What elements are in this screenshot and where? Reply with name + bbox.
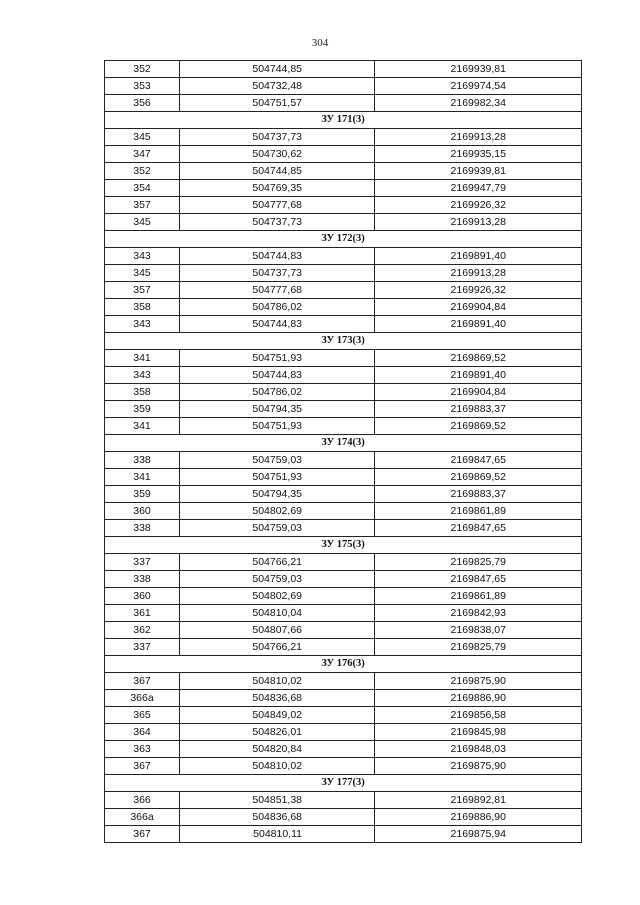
table-row [105,639,582,656]
point-number-cell: 366а [105,690,180,707]
x-coordinate-cell: 504802,69 [180,588,375,605]
point-number-cell: 357 [105,282,180,299]
section-title: ЗУ 176(3) [105,656,582,673]
table-row [105,707,582,724]
table-row [105,503,582,520]
section-header-row [105,435,582,452]
table-row [105,554,582,571]
point-number-cell: 352 [105,163,180,180]
x-coordinate-cell: 504810,04 [180,605,375,622]
x-coordinate-cell: 504737,73 [180,265,375,282]
table-row [105,282,582,299]
table-row [105,792,582,809]
y-coordinate-cell: 2169875,90 [375,758,582,775]
point-number-cell: 366 [105,792,180,809]
x-coordinate-cell: 504732,48 [180,78,375,95]
table-row [105,588,582,605]
y-coordinate-cell: 2169869,52 [375,469,582,486]
y-coordinate-cell: 2169891,40 [375,248,582,265]
x-coordinate-cell: 504744,83 [180,316,375,333]
table-row [105,690,582,707]
y-coordinate-cell: 2169913,28 [375,265,582,282]
section-title: ЗУ 171(3) [105,112,582,129]
section-title: ЗУ 175(3) [105,537,582,554]
point-number-cell: 359 [105,486,180,503]
x-coordinate-cell: 504820,84 [180,741,375,758]
point-number-cell: 345 [105,214,180,231]
table-row [105,486,582,503]
y-coordinate-cell: 2169875,90 [375,673,582,690]
x-coordinate-cell: 504737,73 [180,129,375,146]
page-number: 304 [311,37,329,49]
table-row [105,197,582,214]
y-coordinate-cell: 2169891,40 [375,367,582,384]
table-row [105,571,582,588]
x-coordinate-cell: 504744,83 [180,248,375,265]
table-row [105,724,582,741]
table-row [105,401,582,418]
table-row [105,146,582,163]
y-coordinate-cell: 2169869,52 [375,418,582,435]
y-coordinate-cell: 2169856,58 [375,707,582,724]
point-number-cell: 358 [105,384,180,401]
section-header-row [105,112,582,129]
table-row [105,418,582,435]
point-number-cell: 345 [105,265,180,282]
point-number-cell: 338 [105,452,180,469]
y-coordinate-cell: 2169886,90 [375,809,582,826]
y-coordinate-cell: 2169825,79 [375,554,582,571]
x-coordinate-cell: 504766,21 [180,554,375,571]
point-number-cell: 362 [105,622,180,639]
table-row [105,129,582,146]
y-coordinate-cell: 2169883,37 [375,401,582,418]
y-coordinate-cell: 2169845,98 [375,724,582,741]
x-coordinate-cell: 504836,68 [180,690,375,707]
point-number-cell: 347 [105,146,180,163]
point-number-cell: 364 [105,724,180,741]
y-coordinate-cell: 2169869,52 [375,350,582,367]
table-row [105,673,582,690]
point-number-cell: 361 [105,605,180,622]
point-number-cell: 357 [105,197,180,214]
x-coordinate-cell: 504751,93 [180,350,375,367]
x-coordinate-cell: 504794,35 [180,486,375,503]
x-coordinate-cell: 504744,83 [180,367,375,384]
point-number-cell: 366а [105,809,180,826]
y-coordinate-cell: 2169875,94 [375,826,582,843]
section-header-row [105,231,582,248]
table-row [105,248,582,265]
y-coordinate-cell: 2169982,34 [375,95,582,112]
point-number-cell: 343 [105,367,180,384]
table-row [105,741,582,758]
point-number-cell: 365 [105,707,180,724]
point-number-cell: 353 [105,78,180,95]
table-row [105,265,582,282]
y-coordinate-cell: 2169847,65 [375,452,582,469]
x-coordinate-cell: 504786,02 [180,384,375,401]
y-coordinate-cell: 2169838,07 [375,622,582,639]
table-row [105,61,582,78]
y-coordinate-cell: 2169891,40 [375,316,582,333]
x-coordinate-cell: 504810,02 [180,758,375,775]
y-coordinate-cell: 2169892,81 [375,792,582,809]
point-number-cell: 354 [105,180,180,197]
table-row [105,452,582,469]
coordinates-table [104,60,582,843]
table-row [105,622,582,639]
point-number-cell: 341 [105,350,180,367]
x-coordinate-cell: 504759,03 [180,571,375,588]
table-row [105,605,582,622]
table-row [105,520,582,537]
x-coordinate-cell: 504766,21 [180,639,375,656]
table-row [105,384,582,401]
y-coordinate-cell: 2169939,81 [375,61,582,78]
y-coordinate-cell: 2169847,65 [375,520,582,537]
x-coordinate-cell: 504751,93 [180,418,375,435]
point-number-cell: 358 [105,299,180,316]
table-row [105,163,582,180]
x-coordinate-cell: 504826,01 [180,724,375,741]
x-coordinate-cell: 504777,68 [180,282,375,299]
y-coordinate-cell: 2169913,28 [375,214,582,231]
x-coordinate-cell: 504769,35 [180,180,375,197]
x-coordinate-cell: 504744,85 [180,163,375,180]
point-number-cell: 367 [105,673,180,690]
point-number-cell: 356 [105,95,180,112]
y-coordinate-cell: 2169861,89 [375,588,582,605]
y-coordinate-cell: 2169904,84 [375,299,582,316]
point-number-cell: 341 [105,469,180,486]
x-coordinate-cell: 504759,03 [180,452,375,469]
x-coordinate-cell: 504737,73 [180,214,375,231]
y-coordinate-cell: 2169842,93 [375,605,582,622]
table-row [105,809,582,826]
point-number-cell: 341 [105,418,180,435]
x-coordinate-cell: 504851,38 [180,792,375,809]
point-number-cell: 343 [105,316,180,333]
table-row [105,180,582,197]
y-coordinate-cell: 2169848,03 [375,741,582,758]
x-coordinate-cell: 504794,35 [180,401,375,418]
y-coordinate-cell: 2169935,15 [375,146,582,163]
y-coordinate-cell: 2169904,84 [375,384,582,401]
y-coordinate-cell: 2169974,54 [375,78,582,95]
point-number-cell: 345 [105,129,180,146]
x-coordinate-cell: 504802,69 [180,503,375,520]
point-number-cell: 367 [105,758,180,775]
x-coordinate-cell: 504786,02 [180,299,375,316]
table-row [105,299,582,316]
point-number-cell: 360 [105,503,180,520]
x-coordinate-cell: 504777,68 [180,197,375,214]
table-row [105,316,582,333]
y-coordinate-cell: 2169939,81 [375,163,582,180]
table-row [105,78,582,95]
y-coordinate-cell: 2169947,79 [375,180,582,197]
x-coordinate-cell: 504836,68 [180,809,375,826]
x-coordinate-cell: 504759,03 [180,520,375,537]
table-row [105,95,582,112]
y-coordinate-cell: 2169926,32 [375,282,582,299]
section-title: ЗУ 174(3) [105,435,582,452]
section-header-row [105,775,582,792]
table-row [105,350,582,367]
section-header-row [105,656,582,673]
point-number-cell: 343 [105,248,180,265]
section-title: ЗУ 177(3) [105,775,582,792]
y-coordinate-cell: 2169825,79 [375,639,582,656]
x-coordinate-cell: 504849,02 [180,707,375,724]
table-row [105,214,582,231]
x-coordinate-cell: 504807,66 [180,622,375,639]
section-title: ЗУ 173(3) [105,333,582,350]
point-number-cell: 359 [105,401,180,418]
section-header-row [105,537,582,554]
table-row [105,367,582,384]
point-number-cell: 338 [105,571,180,588]
y-coordinate-cell: 2169861,89 [375,503,582,520]
point-number-cell: 338 [105,520,180,537]
table-row [105,469,582,486]
y-coordinate-cell: 2169883,37 [375,486,582,503]
x-coordinate-cell: 504751,93 [180,469,375,486]
point-number-cell: 352 [105,61,180,78]
coordinates-table-body [105,61,582,843]
x-coordinate-cell: 504730,62 [180,146,375,163]
x-coordinate-cell: 504744,85 [180,61,375,78]
x-coordinate-cell: 504810,11 [180,826,375,843]
x-coordinate-cell: 504751,57 [180,95,375,112]
y-coordinate-cell: 2169847,65 [375,571,582,588]
point-number-cell: 363 [105,741,180,758]
table-row [105,758,582,775]
y-coordinate-cell: 2169913,28 [375,129,582,146]
section-title: ЗУ 172(3) [105,231,582,248]
y-coordinate-cell: 2169886,90 [375,690,582,707]
section-header-row [105,333,582,350]
point-number-cell: 360 [105,588,180,605]
point-number-cell: 337 [105,554,180,571]
y-coordinate-cell: 2169926,32 [375,197,582,214]
table-row [105,826,582,843]
point-number-cell: 367 [105,826,180,843]
point-number-cell: 337 [105,639,180,656]
x-coordinate-cell: 504810,02 [180,673,375,690]
